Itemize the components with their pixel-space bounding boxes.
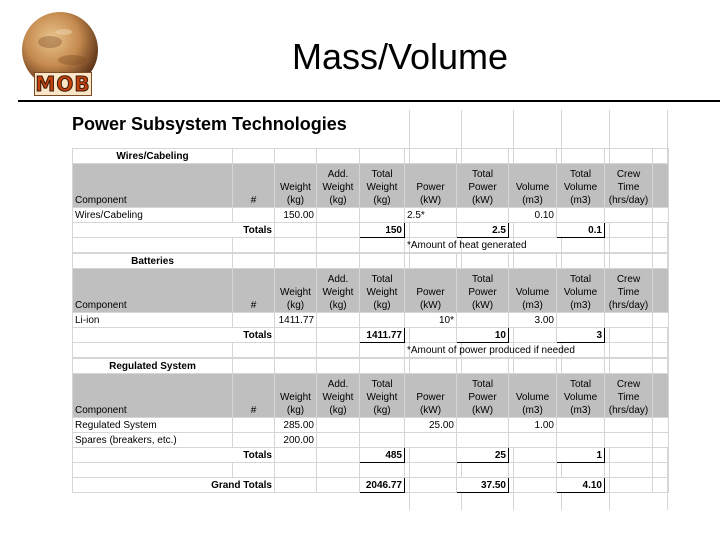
section-name: Wires/Cabeling (73, 149, 233, 164)
cell-component: Li-ion (73, 313, 233, 328)
grand-total-weight-value: 2046.77 (360, 478, 405, 493)
header-component: Component (73, 269, 233, 313)
header-total-volume: Total Volume (m3) (557, 374, 605, 418)
header-total-weight: Total Weight (kg) (360, 374, 405, 418)
totals-label: Totals (73, 328, 275, 343)
cell-volume: 3.00 (509, 313, 557, 328)
header-weight: Weight (kg) (275, 374, 317, 418)
header-volume: Volume (m3) (509, 374, 557, 418)
header-crew-time: Crew Time (hrs/day) (605, 164, 653, 208)
slide-title: Mass/Volume (291, 36, 509, 77)
sheet-title: Power Subsystem Technologies (72, 114, 347, 134)
cell-component: Wires/Cabeling (73, 208, 233, 223)
header-component: Component (73, 164, 233, 208)
total-power-value: 25 (457, 448, 509, 463)
cell-component: Spares (breakers, etc.) (73, 433, 233, 448)
grand-total-volume-value: 4.10 (557, 478, 605, 493)
regulated-section-table (72, 358, 669, 493)
total-weight-value: 485 (360, 448, 405, 463)
footnote: *Amount of heat generated (405, 238, 605, 253)
total-volume-value: 3 (557, 328, 605, 343)
totals-label: Totals (73, 223, 275, 238)
cell-volume: 0.10 (509, 208, 557, 223)
totals-row (73, 223, 669, 238)
section-name: Batteries (73, 254, 233, 269)
header-add-weight: Add. Weight (kg) (317, 269, 360, 313)
header-power: Power (kW) (405, 374, 457, 418)
header-component: Component (73, 374, 233, 418)
cell-weight: 1411.77 (275, 313, 317, 328)
header-num: # (233, 269, 275, 313)
cell-volume: 1.00 (509, 418, 557, 433)
total-weight-value: 150 (360, 223, 405, 238)
note-row (73, 343, 669, 358)
spreadsheet (72, 110, 668, 510)
header-add-weight: Add. Weight (kg) (317, 164, 360, 208)
mob-logo (16, 10, 104, 98)
cell-weight: 285.00 (275, 418, 317, 433)
header-num: # (233, 164, 275, 208)
title-divider (18, 100, 720, 102)
wires-section-table (72, 148, 669, 253)
header-total-volume: Total Volume (m3) (557, 164, 605, 208)
header-total-weight: Total Weight (kg) (360, 164, 405, 208)
header-total-weight: Total Weight (kg) (360, 269, 405, 313)
cell-power: 25.00 (405, 418, 457, 433)
grand-totals-row (73, 478, 669, 493)
table-row (73, 208, 669, 223)
note-row (73, 238, 669, 253)
header-crew-time: Crew Time (hrs/day) (605, 269, 653, 313)
header-total-volume: Total Volume (m3) (557, 269, 605, 313)
footnote: *Amount of power produced if needed (405, 343, 605, 358)
header-weight: Weight (kg) (275, 164, 317, 208)
header-power: Power (kW) (405, 269, 457, 313)
grand-totals-label: Grand Totals (73, 478, 275, 493)
totals-row (73, 448, 669, 463)
table-row (73, 313, 669, 328)
header-crew-time: Crew Time (hrs/day) (605, 374, 653, 418)
table-row (73, 433, 669, 448)
totals-label: Totals (73, 448, 275, 463)
cell-power: 10* (405, 313, 457, 328)
header-volume: Volume (m3) (509, 164, 557, 208)
total-weight-value: 1411.77 (360, 328, 405, 343)
header-volume: Volume (m3) (509, 269, 557, 313)
cell-component: Regulated System (73, 418, 233, 433)
cell-weight: 150.00 (275, 208, 317, 223)
header-num: # (233, 374, 275, 418)
cell-weight: 200.00 (275, 433, 317, 448)
header-power: Power (kW) (405, 164, 457, 208)
cell-volume (509, 433, 557, 448)
table-row (73, 418, 669, 433)
batteries-section-table (72, 253, 669, 358)
logo-text: MOB (35, 72, 91, 96)
header-total-power: Total Power (kW) (457, 374, 509, 418)
header-weight: Weight (kg) (275, 269, 317, 313)
total-power-value: 2.5 (457, 223, 509, 238)
total-volume-value: 1 (557, 448, 605, 463)
header-add-weight: Add. Weight (kg) (317, 374, 360, 418)
header-total-power: Total Power (kW) (457, 164, 509, 208)
grand-total-power-value: 37.50 (457, 478, 509, 493)
total-power-value: 10 (457, 328, 509, 343)
cell-power (405, 433, 457, 448)
total-volume-value: 0.1 (557, 223, 605, 238)
cell-power: 2.5* (405, 208, 457, 223)
section-name: Regulated System (73, 359, 233, 374)
header-total-power: Total Power (kW) (457, 269, 509, 313)
totals-row (73, 328, 669, 343)
